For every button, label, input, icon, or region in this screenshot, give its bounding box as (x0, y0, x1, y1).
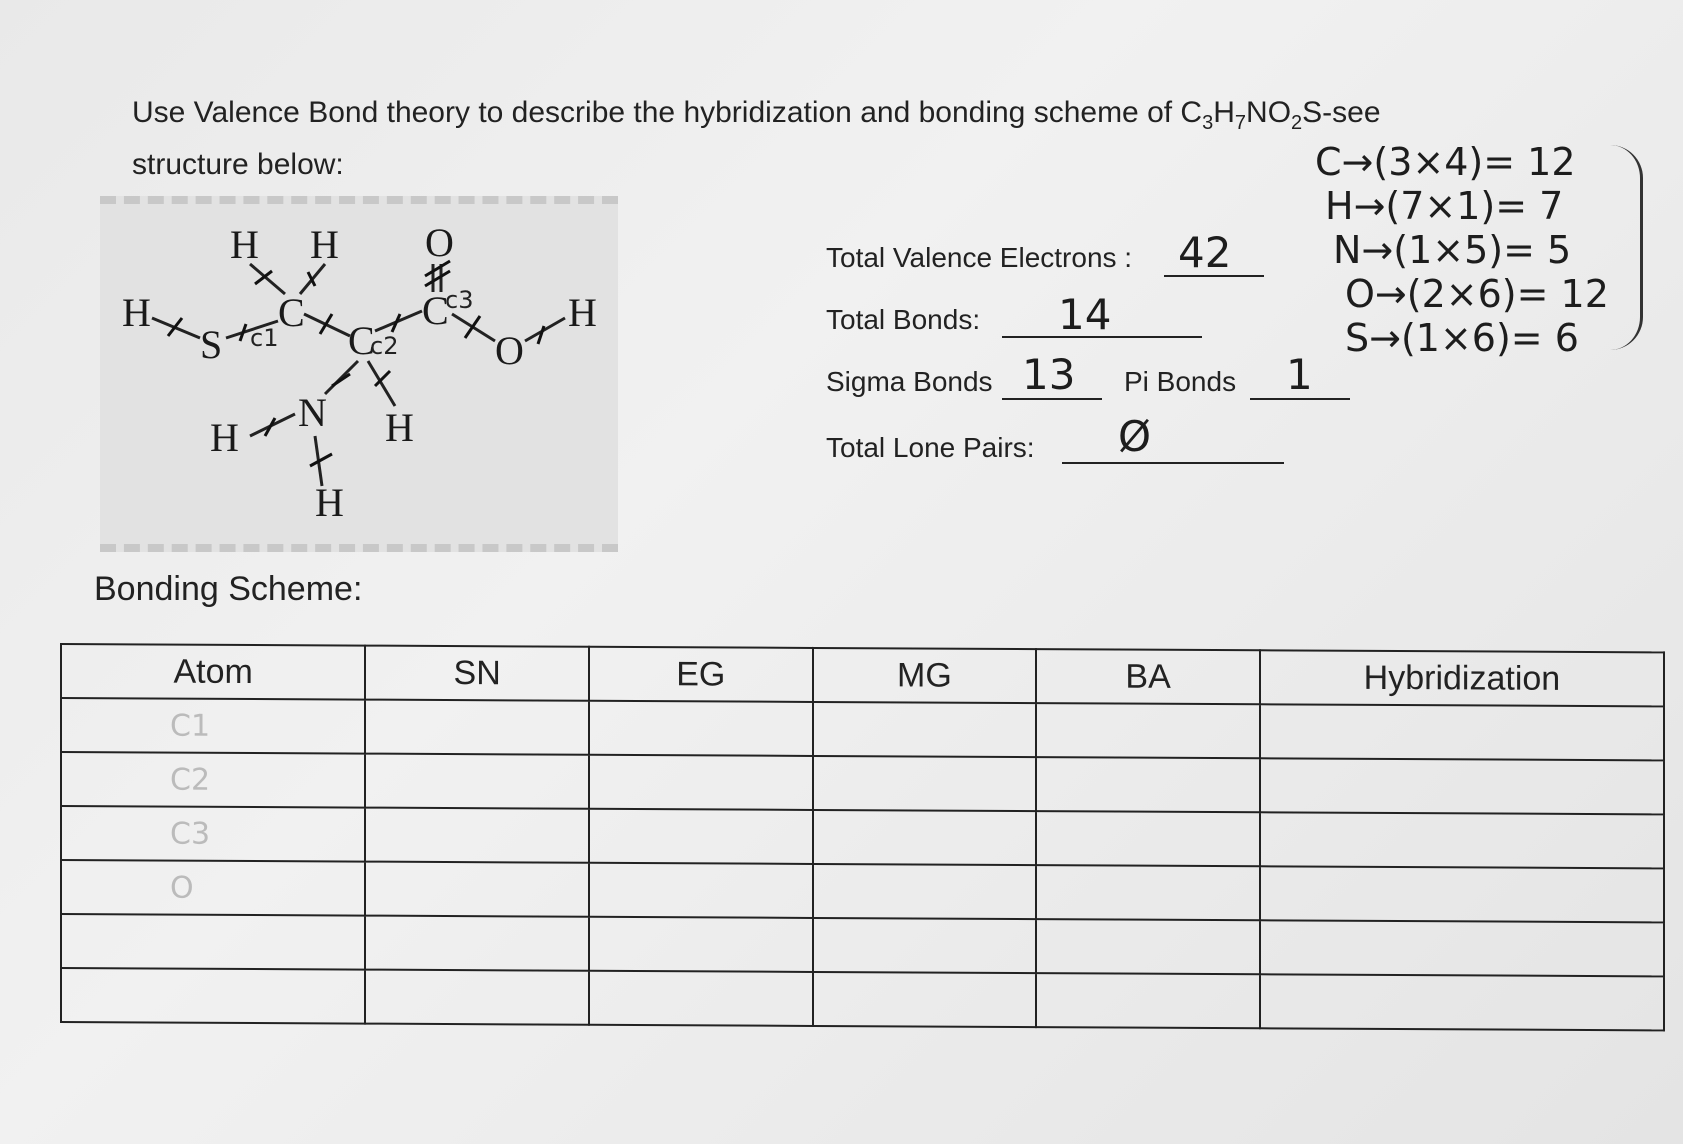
bonding-scheme-table (60, 643, 1665, 1031)
cell-mg[interactable] (813, 810, 1037, 865)
cell-eg[interactable] (589, 755, 813, 810)
table-row (61, 806, 1664, 868)
atom-h-n-left: H (210, 415, 239, 460)
lone-pairs-value: Ø (1118, 412, 1152, 461)
atom-h-left: H (122, 290, 151, 335)
total-bonds-label: Total Bonds: (826, 304, 981, 335)
cell-mg[interactable] (813, 864, 1037, 919)
cell-sn[interactable] (365, 808, 589, 863)
sigma-bonds-label: Sigma Bonds (826, 366, 993, 397)
cell-hybridization[interactable] (1260, 758, 1664, 814)
total-valence-label: Total Valence Electrons : (826, 242, 1133, 273)
header-hybridization: Hybridization (1260, 650, 1664, 706)
formula-h: H (1213, 96, 1235, 129)
table-row (61, 860, 1664, 922)
lone-pairs-label: Total Lone Pairs: (826, 432, 1035, 463)
total-bonds-value: 14 (1058, 290, 1112, 339)
table-header-row (61, 644, 1664, 706)
prompt-line1-post: S-see (1302, 96, 1381, 129)
cell-hybridization[interactable] (1260, 812, 1664, 868)
table-row (61, 752, 1664, 814)
atom-n: N (298, 390, 327, 435)
label-c2: c2 (370, 332, 399, 360)
atom-o-single: O (495, 328, 524, 373)
atom-o-double: O (425, 220, 454, 265)
atom-c2: C (348, 318, 375, 363)
sigma-bonds-value: 13 (1022, 350, 1076, 399)
calc-nitrogen: N→(1×5)= 5 (1333, 228, 1572, 272)
formula-no: NO (1246, 96, 1292, 129)
cell-atom[interactable]: C1 (61, 698, 365, 754)
calc-hydrogen: H→(7×1)= 7 (1325, 184, 1564, 228)
calc-carbon: C→(3×4)= 12 (1315, 140, 1576, 184)
atom-h-c2: H (385, 405, 414, 450)
total-valence-value: 42 (1178, 228, 1232, 277)
cell-ba[interactable] (1036, 919, 1260, 974)
table-row (61, 914, 1664, 976)
cell-sn[interactable] (365, 700, 589, 755)
cell-mg[interactable] (813, 972, 1037, 1027)
cell-ba[interactable] (1036, 811, 1260, 866)
atom-h-top2: H (310, 222, 339, 267)
cell-atom[interactable] (61, 968, 365, 1024)
cell-mg[interactable] (813, 702, 1037, 757)
cell-atom[interactable] (61, 914, 365, 970)
formula-sub-3: 3 (1202, 112, 1214, 134)
cell-sn[interactable] (365, 862, 589, 917)
lone-pairs-line[interactable] (1062, 462, 1284, 464)
atom-h-top1: H (230, 222, 259, 267)
cell-hybridization[interactable] (1260, 974, 1664, 1030)
pi-bonds-value: 1 (1286, 350, 1313, 399)
header-eg: EG (589, 647, 813, 702)
cell-sn[interactable] (365, 916, 589, 971)
atom-h-n-bottom: H (315, 480, 344, 525)
atom-c3: C (422, 288, 449, 333)
cell-sn[interactable] (365, 970, 589, 1025)
cell-eg[interactable] (589, 701, 813, 756)
calc-sulfur: S→(1×6)= 6 (1345, 316, 1579, 360)
header-ba: BA (1036, 649, 1260, 704)
cell-hybridization[interactable] (1260, 866, 1664, 922)
cell-atom[interactable]: C2 (61, 752, 365, 808)
bonding-scheme-label: Bonding Scheme: (94, 570, 363, 608)
cell-sn[interactable] (365, 754, 589, 809)
header-sn: SN (365, 646, 589, 701)
cell-hybridization[interactable] (1260, 704, 1664, 760)
header-mg: MG (813, 648, 1037, 703)
molecule-structure (100, 196, 620, 536)
cell-atom[interactable]: C3 (61, 806, 365, 862)
cell-ba[interactable] (1036, 703, 1260, 758)
cell-mg[interactable] (813, 918, 1037, 973)
calc-oxygen: O→(2×6)= 12 (1345, 272, 1609, 316)
cell-mg[interactable] (813, 756, 1037, 811)
cell-ba[interactable] (1036, 757, 1260, 812)
cell-hybridization[interactable] (1260, 920, 1664, 976)
cell-ba[interactable] (1036, 973, 1260, 1028)
formula-sub-7: 7 (1234, 112, 1247, 134)
cell-atom[interactable]: O (61, 860, 365, 916)
cell-ba[interactable] (1036, 865, 1260, 920)
cell-eg[interactable] (589, 809, 813, 864)
formula-sub-2: 2 (1291, 112, 1303, 134)
header-atom: Atom (61, 644, 365, 700)
prompt-line2: structure below: (132, 148, 344, 181)
table-row (61, 968, 1664, 1030)
cell-eg[interactable] (589, 863, 813, 918)
pi-bonds-label: Pi Bonds (1124, 366, 1237, 397)
table-row (61, 698, 1664, 760)
label-c1: c1 (250, 324, 279, 352)
label-c3: c3 (445, 286, 474, 314)
prompt-line1-pre: Use Valence Bond theory to describe the hybridization and bonding scheme of C (132, 96, 1203, 129)
atom-c1: C (278, 290, 305, 335)
atom-s: S (200, 322, 223, 367)
sum-brace (1610, 145, 1643, 350)
cell-eg[interactable] (589, 971, 813, 1026)
cell-eg[interactable] (589, 917, 813, 972)
atom-h-right: H (568, 290, 597, 335)
